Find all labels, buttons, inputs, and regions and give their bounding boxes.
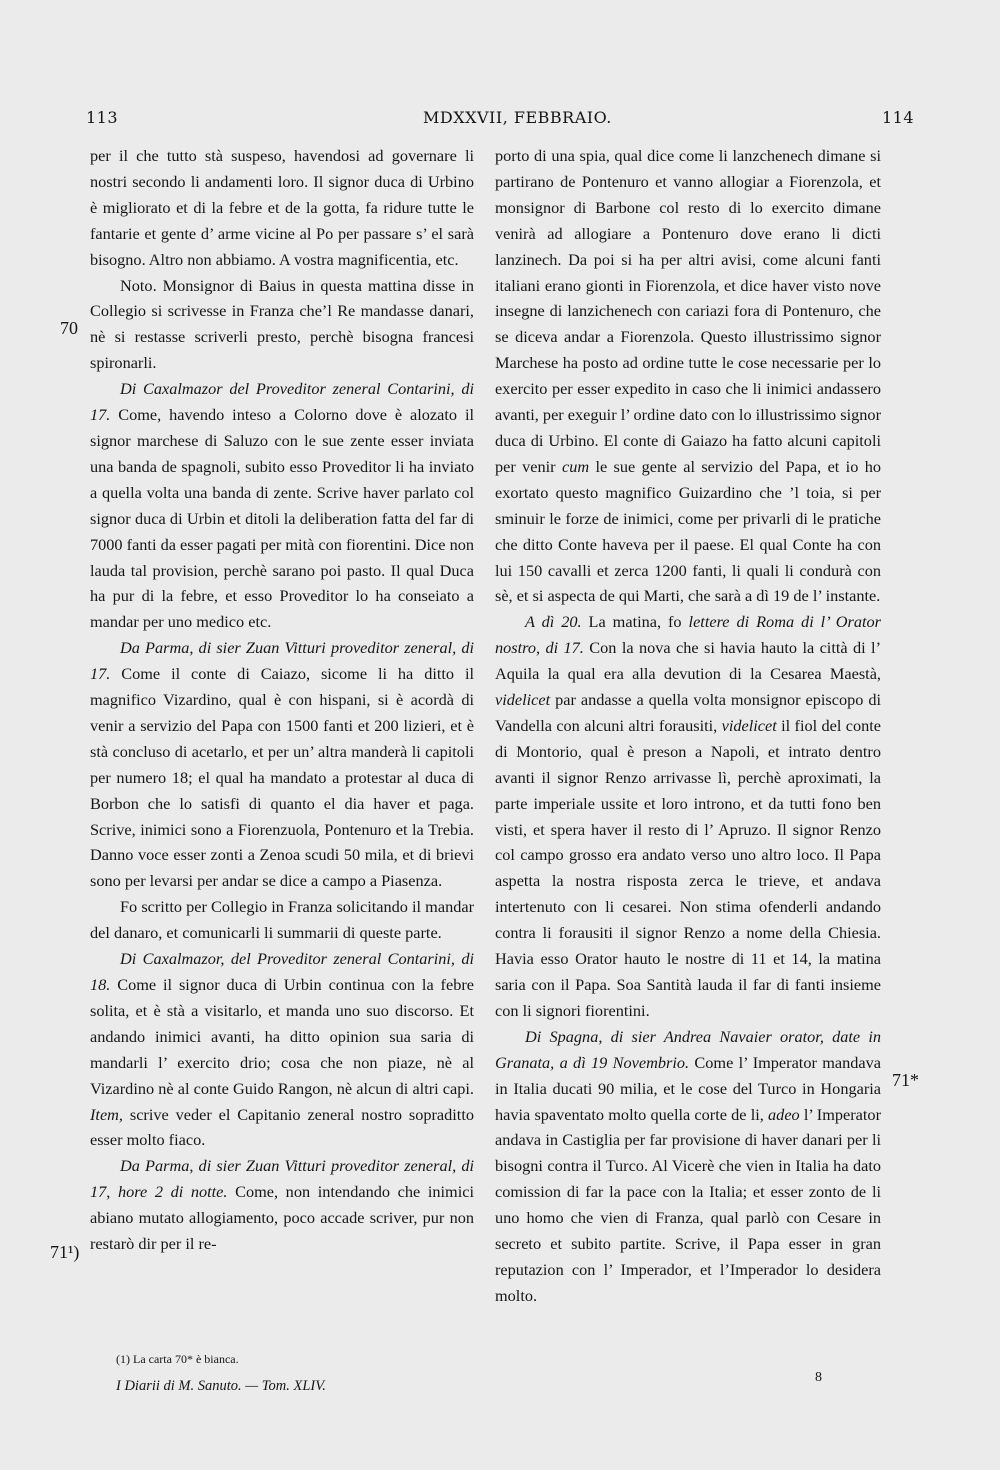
left_column-paragraph: Fo scritto per Collegio in Franza solicitando il mandar del danaro, et comunicarli li summarii di queste parte. xyxy=(90,897,474,943)
left_column-paragraph: Noto. Monsignor di Baius in questa mattina disse in Collegio si scrivesse in Franza che’l Re mandasse danari, nè si restasse scriverli presto, perchè bisogna francesi spironarli. xyxy=(90,275,474,373)
right-column xyxy=(495,143,881,1309)
page-number-right: 114 xyxy=(882,108,915,127)
left_column-paragraph: Da Parma, di sier Zuan Vitturi proveditor zeneral, di 17. Come il conte di Caiazo, sicome li ha ditto il magnifico Vizardino, qual è con hispani, si è acordà di venir a servizio del Papa con 1500 fanti et 200 lizieri, et è stà concluso di acetarlo, et per un’ altra manderà li capitoli per numero 18; el qual ha mandato a protestar al duca di Borbon che lo satisfi di quanto el dia haver et paga. Scrive, inimici sono a Fiorenzuola, Pontenuro et la Trebia. Danno voce esser zonti a Zenoa scudi 50 mila, et di brievi sono per levarsi per andar se dice a campo a Piasenza. xyxy=(90,638,474,891)
right_column-paragraph: porto di una spia, qual dice come li lanzchenech dimane si partirano de Pontenuro et vanno allogiar a Fiorenzola, et monsignor di Barbone col resto di lo exercito dimane venirà ad allogiare a Pontenuro dove erano li dicti lanzinech. Da poi si ha per altri avisi, come alcuni fanti italiani erano gionti in Fiorenzola, et dice haver visto nove insegne di lanzichenech con cariazi fora di Pontenuro, che se diceva andar a Fiorenzola. Questo illustrissimo signor Marchese ha posto ad ordine tutte le cose necessarie per lo exercito per esser expedito in caso che li inimici andassero avanti, per exeguir l’ ordine dato con lo illustrissimo signor duca di Urbino. El conte di Gaiazo ha fatto alcuni capitoli per venir cum le sue gente al servizio del Papa, et io ho exortato questo magnifico Guizardino che ’l toia, si per sminuir le forze de inimici, come per privarli di le pratiche che ditto Conte haveva per il paese. El qual Conte ha con lui 150 cavalli et zerca 1200 fanti, li quali li condurà con sè, et si aspecta de qui Marti, che sarà a dì 19 de l’ instante. xyxy=(495,146,881,606)
right_column-paragraph: Di Spagna, di sier Andrea Navaier orator, date in Granata, a dì 19 Novembrio. Come l’ Imperator mandava in Italia ducati 90 milia, et le cose del Turco in Hongaria havia spaventato molto quella corte de li, adeo l’ Imperator andava in Castiglia per far provisione di haver danari per li bisogni contra il Turco. Al Vicerè che vien in Italia ha dato comission di far la pace con la Italia; et esser zonto de li uno homo che vien di Franza, qual parlò con Cesare in secreto et subito partite. Scrive, il Papa esser in gran reputazion con l’ Imperador, et l’Imperador lo desidera molto. xyxy=(495,1026,881,1305)
margin-note-71b: 71* xyxy=(892,1070,919,1090)
running-title: MDXXVII, FEBBRAIO. xyxy=(423,108,612,127)
signature-mark: 8 xyxy=(815,1370,822,1385)
margin-note-70: 70 xyxy=(60,318,78,338)
footer-title: I Diarii di M. Sanuto. — Tom. XLIV. xyxy=(116,1378,326,1394)
left_column-paragraph: per il che tutto stà suspeso, havendosi ad governare li nostri secondo li andamenti loro. Il signor duca di Urbino è migliorato et di la febre et de la gotta, fa ridure tutte le fantarie et gente d’ arme vicine al Po per passare s’ el sarà bisogno. Altro non abbiamo. A vostra magnificentia, etc. xyxy=(90,146,474,269)
right_column-paragraph: A dì 20. La matina, fo lettere di Roma di l’ Orator nostro, di 17. Con la nova che si havia hauto la città di l’ Aquila la qual era alla devution di la Cesarea Maestà, videlicet par andasse a quella volta monsignor episcopo di Vandella con alcuni altri forausiti, videlicet il fiol del conte di Montorio, qual è preson a Napoli, et intrato dentro avanti il signor Renzo arrivasse lì, perchè aproximati, la parte imperiale ussite et loro introno, et da tutti fono ben visti, et spera haver il resto di l’ Apruzo. Il signor Renzo col campo grosso era andato verso uno altro loco. Il Papa aspetta la nostra risposta zerca le trieve, et andava intertenuto con li cesarei. Non stima ofenderli andando contra li forausiti il signor Renzo a nome della Chiesia. Havia esso Orator hauto le nostre di 11 et 14, la matina saria con il Papa. Soa Santità lauda il far di fanti insieme con li signori fiorentini. xyxy=(495,612,882,1020)
left_column-paragraph: Da Parma, di sier Zuan Vitturi proveditor zeneral, di 17, hore 2 di notte. Come, non intendando che inimici abiano mutato allogiamento, poco accade scriver, pur non restarò dir per il re- xyxy=(90,1156,474,1254)
page-number-left: 113 xyxy=(86,108,119,127)
left_column-paragraph: Di Caxalmazor del Proveditor zeneral Contarini, di 17. Come, havendo inteso a Colorno dove è alozato il signor marchese di Saluzo con le sue zente esser inviata una banda de spagnoli, subito esso Proveditor li ha inviato a quella volta una banda di zente. Scrive haver parlato col signor duca di Urbin et ditoli la deliberation fatta del far di 7000 fanti da esser pagati per mità con fiorentini. Dice non lauda tal provision, perchè sarano poi pasto. Il qual Duca ha pur di la febre, et esso Proveditor lo ha conseiato a mandar per uno medico etc. xyxy=(90,379,474,632)
margin-note-71: 71¹) xyxy=(50,1242,80,1262)
footnote: (1) La carta 70* è bianca. xyxy=(116,1352,239,1366)
left-column xyxy=(90,143,474,1257)
left_column-paragraph: Di Caxalmazor, del Proveditor zeneral Contarini, di 18. Come il signor duca di Urbin continua con la febre solita, et è stà a visitarlo, et manda uno suo discorso. Et andando inimici avanti, ha ditto opinion sua saria di mandarli l’ exercito drio; cosa che non piaze, nè al Vizardino nè al conte Guido Rangon, nè alcun di altri capi. Item, scrive veder el Capitanio zeneral nostro sopraditto esser molto fiaco. xyxy=(90,949,474,1150)
